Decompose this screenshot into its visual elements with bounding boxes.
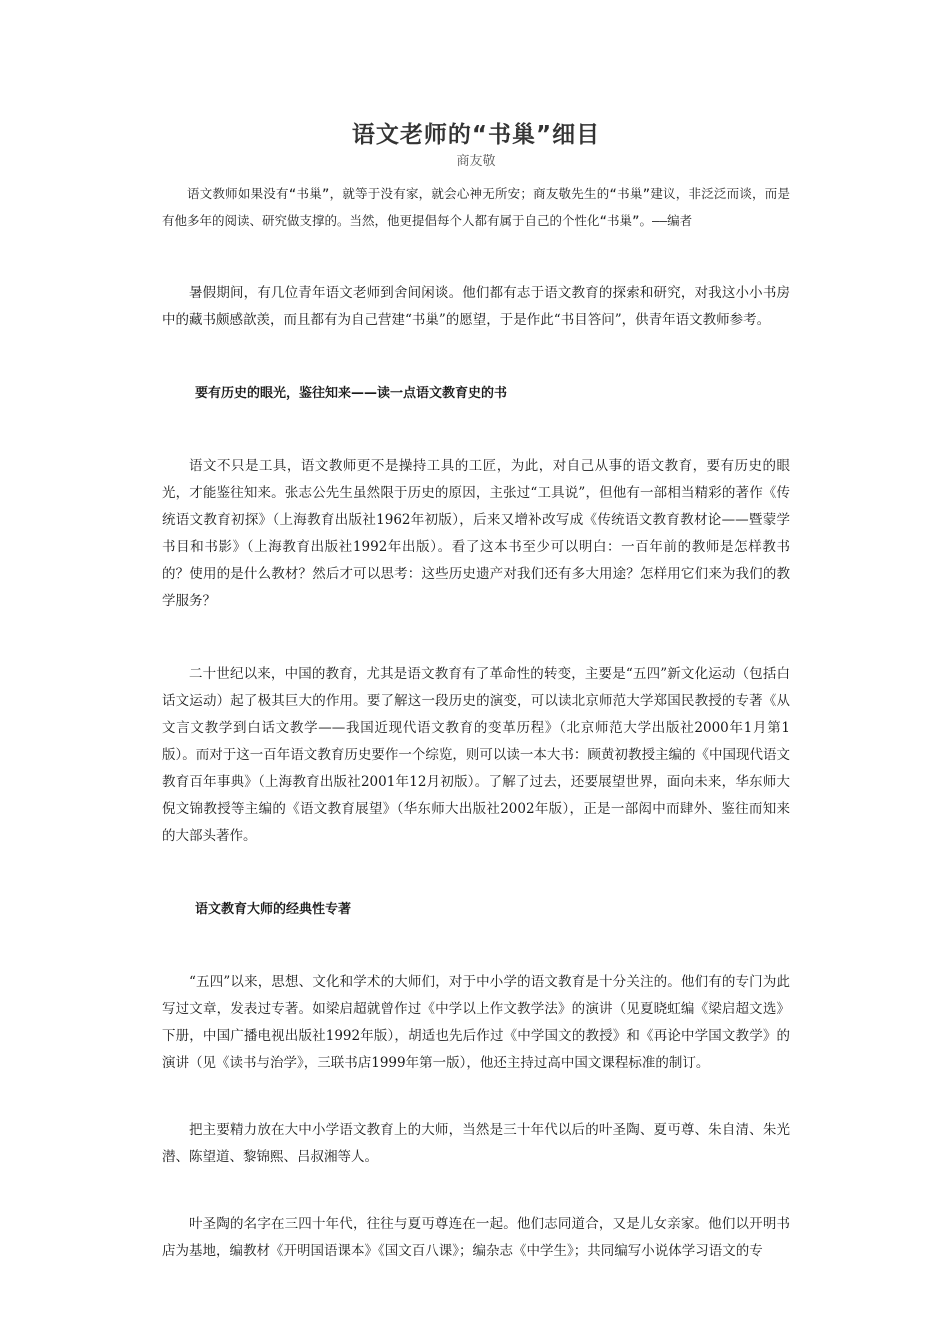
spacer [162,334,790,380]
section-heading-history: 要有历史的眼光，鉴往知来——读一点语文教育史的书 [195,386,508,401]
document-page [162,118,790,1265]
paragraph-5: 把主要精力放在大中小学语文教育上的大师，当然是三十年代以后的叶圣陶、夏丏尊、朱自清、朱光潜、陈望道、黎锦熙、吕叔湘等人。 [162,1122,790,1165]
section-heading-masters: 语文教育大师的经典性专著 [195,902,352,917]
spacer [162,234,790,280]
article-title: 语文老师的“书巢”细目 [351,122,601,148]
spacer [162,407,790,453]
paragraph-3: 二十世纪以来，中国的教育，尤其是语文教育有了革命性的转变，主要是“五四”新文化运动（包括白话文运动）起了极其巨大的作用。要了解这一段历史的演变，可以读北京师范大学郑国民教授的专著《从文言文教学到白话文教学——我国近现代语文教育的变革历程》（北京师范大学出版社2000年1月第1版）。而对于这一百年语文教育历史要作一个综览，则可以读一本大书：顾黄初教授主编的《中国现代语文教育百年事典》（上海教育出版社2001年12月初版）。了解了过去，还要展望世界，面向未来，华东师大倪文锦教授等主编的《语文教育展望》（华东师大出版社2002年版），正是一部闳中而肆外、鉴往而知来的大部头著作。 [162,666,790,844]
article-author: 商友敬 [456,154,496,169]
paragraph-4: “五四”以来，思想、文化和学术的大师们，对于中小学的语文教育是十分关注的。他们有的专门为此写过文章，发表过专著。如梁启超就曾作过《中学以上作文教学法》的演讲（见夏晓虹编《梁启超文选》下册，中国广播电视出版社1992年版），胡适也先后作过《中学国文的教授》和《再论中学国文教学》的演讲（见《读书与治学》，三联书店1999年第一版），他还主持过高中国文课程标准的制订。 [162,974,790,1071]
paragraph-6: 叶圣陶的名字在三四十年代，往往与夏丏尊连在一起。他们志同道合，又是儿女亲家。他们以开明书店为基地，编教材《开明国语课本》《国文百八课》；编杂志《中学生》；共同编写小说体学习语文的专 [162,1216,790,1259]
editor-intro: 语文教师如果没有“书巢”，就等于没有家，就会心神无所安；商友敬先生的“书巢”建议，非泛泛而谈，而是有他多年的阅读、研究做支撑的。当然，他更提倡每个人都有属于自己的个性化“书巢”。——编者 [162,186,790,228]
paragraph-2: 语文不只是工具，语文教师更不是操持工具的工匠，为此，对自己从事的语文教育，要有历史的眼光，才能鉴往知来。张志公先生虽然限于历史的原因，主张过“工具说”，但他有一部相当精彩的著作《传统语文教育初探》（上海教育出版社1962年初版），后来又增补改写成《传统语文教育教材论——暨蒙学书目和书影》（上海教育出版社1992年出版）。看了这本书至少可以明白：一百年前的教师是怎样教书的？使用的是什么教材？然后才可以思考：这些历史遗产对我们还有多大用途？怎样用它们来为我们的教学服务？ [162,458,790,609]
spacer [162,923,790,969]
spacer [162,850,790,896]
spacer [162,1171,790,1211]
spacer [162,615,790,661]
paragraph-1: 暑假期间，有几位青年语文老师到舍间闲谈。他们都有志于语文教育的探索和研究，对我这小小书房中的藏书颇感歆羡，而且都有为自己营建“书巢”的愿望，于是作此“书目答问”，供青年语文教师参考。 [162,285,790,328]
spacer [162,1077,790,1117]
